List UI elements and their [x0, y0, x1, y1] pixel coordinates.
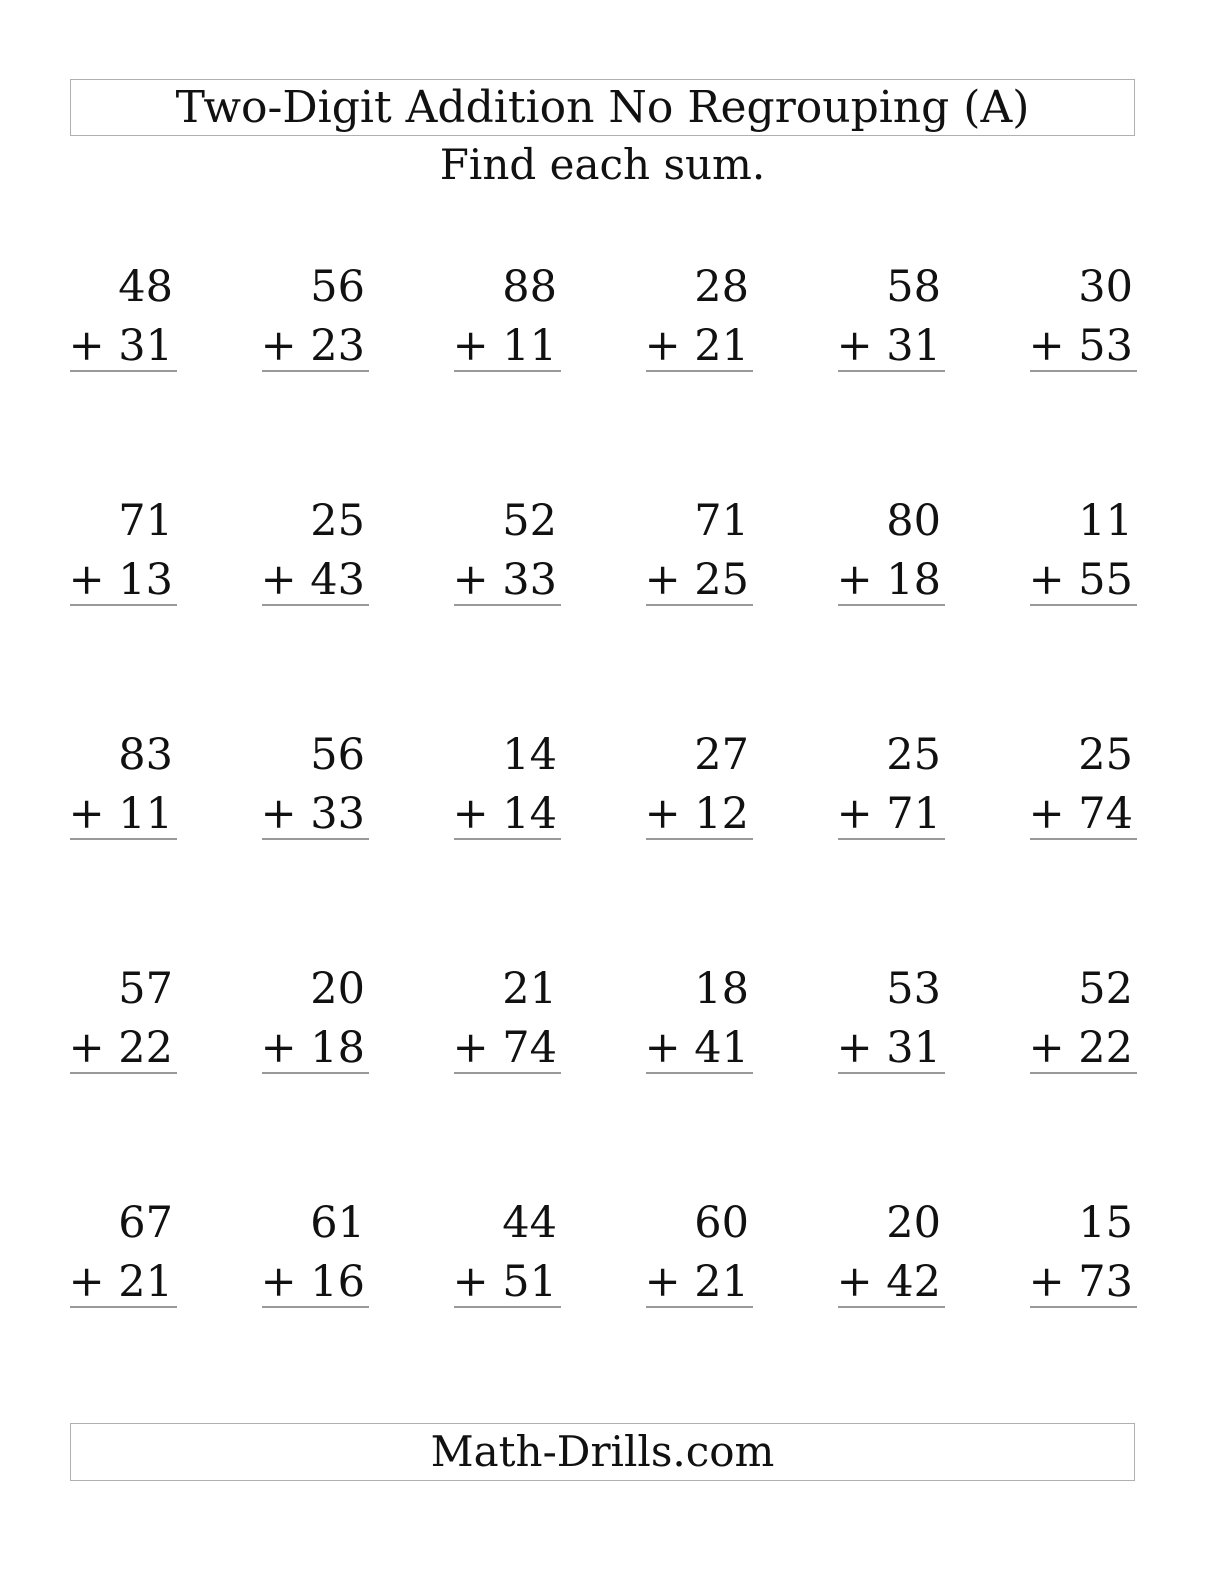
plus-sign: +: [644, 555, 681, 605]
addend-bottom: [644, 1023, 749, 1073]
addend-bottom-value: 23: [310, 321, 365, 371]
plus-sign: +: [1028, 1257, 1065, 1307]
plus-sign: +: [260, 789, 297, 839]
answer-line: [646, 604, 753, 606]
addend-top: 20: [310, 964, 365, 1014]
plus-sign: +: [836, 1023, 873, 1073]
addend-bottom-value: 25: [694, 555, 749, 605]
addend-bottom-value: 13: [118, 555, 173, 605]
addend-bottom: [68, 321, 173, 371]
addition-problem: [262, 1194, 369, 1310]
answer-line: [262, 370, 369, 372]
addition-problem: [70, 492, 177, 608]
addend-bottom-value: 53: [1078, 321, 1133, 371]
addend-top: 48: [118, 262, 173, 312]
addition-problem: [646, 726, 753, 842]
addend-top: 56: [310, 730, 365, 780]
addend-bottom: [68, 789, 173, 839]
answer-line: [262, 1306, 369, 1308]
answer-line: [838, 604, 945, 606]
plus-sign: +: [452, 789, 489, 839]
addend-bottom-value: 12: [694, 789, 749, 839]
plus-sign: +: [1028, 555, 1065, 605]
addend-bottom-value: 33: [310, 789, 365, 839]
addend-bottom-value: 43: [310, 555, 365, 605]
addition-problem: [70, 726, 177, 842]
plus-sign: +: [452, 555, 489, 605]
addend-bottom: [260, 789, 365, 839]
addend-top: 58: [886, 262, 941, 312]
plus-sign: +: [68, 555, 105, 605]
addition-problem: [454, 960, 561, 1076]
addend-bottom: [836, 1257, 941, 1307]
plus-sign: +: [68, 1023, 105, 1073]
addend-bottom-value: 71: [886, 789, 941, 839]
addend-top: 71: [118, 496, 173, 546]
addend-bottom-value: 73: [1078, 1257, 1133, 1307]
answer-line: [454, 370, 561, 372]
addend-top: 28: [694, 262, 749, 312]
plus-sign: +: [644, 1023, 681, 1073]
answer-line: [454, 838, 561, 840]
addend-bottom-value: 21: [694, 321, 749, 371]
addend-top: 30: [1078, 262, 1133, 312]
answer-line: [262, 838, 369, 840]
addend-bottom: [644, 789, 749, 839]
answer-line: [838, 1072, 945, 1074]
addend-bottom-value: 11: [502, 321, 557, 371]
addend-top: 25: [1078, 730, 1133, 780]
addend-bottom: [260, 555, 365, 605]
plus-sign: +: [836, 555, 873, 605]
answer-line: [838, 838, 945, 840]
addend-top: 52: [1078, 964, 1133, 1014]
answer-line: [646, 1072, 753, 1074]
addend-top: 27: [694, 730, 749, 780]
addend-bottom: [68, 1023, 173, 1073]
plus-sign: +: [1028, 789, 1065, 839]
addend-top: 71: [694, 496, 749, 546]
addition-problem: [454, 726, 561, 842]
addition-problem: [262, 258, 369, 374]
addition-problem: [838, 258, 945, 374]
addend-bottom-value: 74: [1078, 789, 1133, 839]
answer-line: [1030, 604, 1137, 606]
addend-bottom: [452, 321, 557, 371]
addend-top: 14: [502, 730, 557, 780]
addition-problem: [262, 960, 369, 1076]
addition-problem: [70, 960, 177, 1076]
plus-sign: +: [260, 1257, 297, 1307]
addend-bottom: [260, 1023, 365, 1073]
addition-problem: [262, 492, 369, 608]
addition-problem: [70, 258, 177, 374]
footer-site-name: Math-Drills.com: [430, 1427, 775, 1476]
addition-problem: [1030, 726, 1137, 842]
addend-bottom-value: 31: [886, 1023, 941, 1073]
addend-bottom: [1028, 555, 1133, 605]
addend-top: 11: [1078, 496, 1133, 546]
answer-line: [70, 604, 177, 606]
answer-line: [262, 1072, 369, 1074]
plus-sign: +: [836, 1257, 873, 1307]
answer-line: [454, 1306, 561, 1308]
addend-bottom-value: 11: [118, 789, 173, 839]
addend-top: 60: [694, 1198, 749, 1248]
answer-line: [1030, 838, 1137, 840]
addend-bottom-value: 18: [886, 555, 941, 605]
plus-sign: +: [836, 789, 873, 839]
addend-bottom: [68, 555, 173, 605]
plus-sign: +: [644, 1257, 681, 1307]
plus-sign: +: [452, 1257, 489, 1307]
addend-bottom-value: 22: [1078, 1023, 1133, 1073]
worksheet-title-text: Two-Digit Addition No Regrouping (A): [175, 81, 1030, 133]
addend-top: 61: [310, 1198, 365, 1248]
addend-top: 67: [118, 1198, 173, 1248]
answer-line: [70, 370, 177, 372]
answer-line: [1030, 1072, 1137, 1074]
addend-bottom: [68, 1257, 173, 1307]
plus-sign: +: [260, 1023, 297, 1073]
addend-bottom-value: 33: [502, 555, 557, 605]
addend-bottom: [836, 789, 941, 839]
answer-line: [454, 1072, 561, 1074]
plus-sign: +: [836, 321, 873, 371]
addend-top: 21: [502, 964, 557, 1014]
addend-bottom: [260, 1257, 365, 1307]
addend-bottom: [1028, 1257, 1133, 1307]
addition-problem: [1030, 258, 1137, 374]
addend-top: 20: [886, 1198, 941, 1248]
addition-problem: [454, 1194, 561, 1310]
addend-bottom: [644, 321, 749, 371]
addition-problem: [1030, 960, 1137, 1076]
addend-bottom: [1028, 321, 1133, 371]
answer-line: [70, 1306, 177, 1308]
addend-bottom: [452, 789, 557, 839]
addition-problem: [838, 960, 945, 1076]
addend-top: 83: [118, 730, 173, 780]
answer-line: [838, 370, 945, 372]
addend-bottom: [836, 1023, 941, 1073]
plus-sign: +: [1028, 321, 1065, 371]
addition-problem: [454, 492, 561, 608]
addend-bottom: [644, 555, 749, 605]
addend-bottom-value: 18: [310, 1023, 365, 1073]
plus-sign: +: [1028, 1023, 1065, 1073]
answer-line: [454, 604, 561, 606]
addend-bottom-value: 14: [502, 789, 557, 839]
answer-line: [262, 604, 369, 606]
addition-problem: [646, 1194, 753, 1310]
addition-problem: [646, 258, 753, 374]
addend-bottom: [452, 1023, 557, 1073]
addend-bottom: [836, 321, 941, 371]
plus-sign: +: [260, 321, 297, 371]
addend-top: 57: [118, 964, 173, 1014]
addition-problem: [1030, 492, 1137, 608]
addend-bottom-value: 22: [118, 1023, 173, 1073]
addition-problem: [838, 1194, 945, 1310]
addend-top: 52: [502, 496, 557, 546]
addend-bottom-value: 31: [886, 321, 941, 371]
addend-bottom: [452, 555, 557, 605]
addend-bottom-value: 31: [118, 321, 173, 371]
footer: [70, 1423, 1135, 1481]
answer-line: [1030, 370, 1137, 372]
answer-line: [646, 838, 753, 840]
addend-top: 15: [1078, 1198, 1133, 1248]
addend-top: 53: [886, 964, 941, 1014]
addend-bottom: [1028, 789, 1133, 839]
plus-sign: +: [452, 1023, 489, 1073]
addend-top: 80: [886, 496, 941, 546]
answer-line: [70, 1072, 177, 1074]
answer-line: [646, 1306, 753, 1308]
addend-top: 88: [502, 262, 557, 312]
addend-bottom-value: 21: [118, 1257, 173, 1307]
addition-problem: [838, 726, 945, 842]
addition-problem: [838, 492, 945, 608]
answer-line: [70, 838, 177, 840]
addition-problem: [646, 492, 753, 608]
addend-top: 56: [310, 262, 365, 312]
plus-sign: +: [68, 1257, 105, 1307]
addition-problem: [646, 960, 753, 1076]
addend-top: 25: [886, 730, 941, 780]
addend-bottom-value: 16: [310, 1257, 365, 1307]
instructions: Find each sum.: [439, 140, 766, 189]
addend-top: 44: [502, 1198, 557, 1248]
addend-bottom-value: 21: [694, 1257, 749, 1307]
addend-bottom-value: 51: [502, 1257, 557, 1307]
plus-sign: +: [68, 321, 105, 371]
addend-bottom: [452, 1257, 557, 1307]
addition-problem: [262, 726, 369, 842]
addend-bottom: [1028, 1023, 1133, 1073]
answer-line: [838, 1306, 945, 1308]
plus-sign: +: [644, 321, 681, 371]
answer-line: [1030, 1306, 1137, 1308]
addend-bottom-value: 41: [694, 1023, 749, 1073]
plus-sign: +: [68, 789, 105, 839]
addend-bottom: [836, 555, 941, 605]
plus-sign: +: [644, 789, 681, 839]
addend-bottom: [260, 321, 365, 371]
addend-top: 18: [694, 964, 749, 1014]
addend-bottom: [644, 1257, 749, 1307]
addend-bottom-value: 74: [502, 1023, 557, 1073]
answer-line: [646, 370, 753, 372]
addend-bottom-value: 42: [886, 1257, 941, 1307]
addition-problem: [1030, 1194, 1137, 1310]
addend-top: 25: [310, 496, 365, 546]
worksheet-title: [70, 79, 1135, 136]
addition-problem: [454, 258, 561, 374]
addition-problem: [70, 1194, 177, 1310]
plus-sign: +: [260, 555, 297, 605]
plus-sign: +: [452, 321, 489, 371]
addend-bottom-value: 55: [1078, 555, 1133, 605]
